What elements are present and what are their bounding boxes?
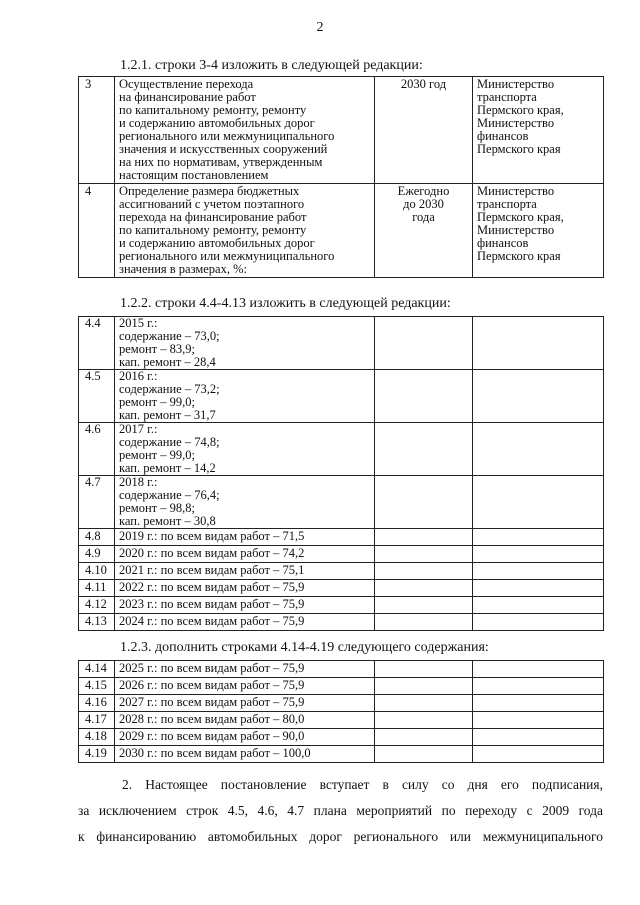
row-values: [115, 580, 375, 597]
cell-line: Пермского края,: [477, 103, 564, 117]
row-values: [115, 529, 375, 546]
empty-cell: [375, 317, 473, 370]
cell-line: года: [412, 210, 435, 224]
cell-text: 4.13: [85, 614, 107, 628]
cell-text: 4.6: [85, 422, 101, 436]
empty-cell: [473, 678, 604, 695]
empty-cell: [473, 529, 604, 546]
table-row: [79, 678, 604, 695]
measure-description: [115, 77, 375, 184]
cell-text: 3: [85, 77, 92, 91]
empty-cell: [473, 712, 604, 729]
empty-cell: [375, 597, 473, 614]
section-2-heading: 1.2.2. строки 4.4-4.13 изложить в следующей редакции:: [120, 296, 451, 311]
paragraph-line: 2. Настоящее постановление вступает в силу со дня его подписания,: [122, 777, 603, 792]
responsible: [473, 184, 604, 278]
empty-cell: [375, 563, 473, 580]
empty-cell: [375, 529, 473, 546]
empty-cell: [375, 423, 473, 476]
cell-text: 2020 г.: по всем видам работ – 74,2: [119, 546, 305, 560]
cell-line: перехода на финансирование работ: [119, 210, 307, 224]
cell-line: содержание – 74,8;: [119, 435, 220, 449]
cell-text: 4.10: [85, 563, 107, 577]
cell-line: настоящим постановлением: [119, 168, 269, 182]
deadline: [375, 77, 473, 184]
table-row: [79, 729, 604, 746]
empty-cell: [473, 563, 604, 580]
cell-line: 2016 г.:: [119, 369, 158, 383]
cell-text: 4.7: [85, 475, 101, 489]
measure-description: [115, 184, 375, 278]
row-values: [115, 729, 375, 746]
row-number: [79, 423, 115, 476]
cell-line: ремонт – 98,8;: [119, 501, 195, 515]
cell-line: и содержанию автомобильных дорог: [119, 236, 315, 250]
row-number: [79, 529, 115, 546]
cell-line: кап. ремонт – 28,4: [119, 355, 216, 369]
cell-line: ремонт – 99,0;: [119, 448, 195, 462]
cell-text: 2021 г.: по всем видам работ – 75,1: [119, 563, 305, 577]
cell-line: финансов: [477, 129, 529, 143]
row-values: [115, 695, 375, 712]
row-number: [79, 614, 115, 631]
row-number: [79, 563, 115, 580]
row-number: [79, 695, 115, 712]
cell-text: 2019 г.: по всем видам работ – 71,5: [119, 529, 305, 543]
cell-line: регионального или межмуниципального: [119, 129, 335, 143]
table-row: [79, 529, 604, 546]
empty-cell: [473, 370, 604, 423]
cell-line: Пермского края: [477, 249, 561, 263]
cell-line: на финансирование работ: [119, 90, 256, 104]
table-row: [79, 746, 604, 763]
table-rows-3-4: [78, 76, 604, 278]
cell-text: 4.14: [85, 661, 107, 675]
empty-cell: [375, 746, 473, 763]
cell-line: Министерство: [477, 77, 555, 91]
empty-cell: [375, 729, 473, 746]
empty-cell: [473, 546, 604, 563]
paragraph-line: к финансированию автомобильных дорог регионального или межмуниципального: [78, 829, 603, 844]
cell-line: содержание – 73,2;: [119, 382, 220, 396]
cell-line: Осуществление перехода: [119, 77, 254, 91]
empty-cell: [473, 614, 604, 631]
empty-cell: [473, 661, 604, 678]
cell-text: 4: [85, 184, 92, 198]
table-row: [79, 614, 604, 631]
empty-cell: [375, 546, 473, 563]
cell-line: содержание – 76,4;: [119, 488, 220, 502]
cell-line: Министерство: [477, 223, 555, 237]
empty-cell: [473, 695, 604, 712]
table-row: [79, 563, 604, 580]
row-number: [79, 678, 115, 695]
section-3-heading: 1.2.3. дополнить строками 4.14-4.19 следующего содержания:: [120, 640, 489, 655]
cell-line: на них по нормативам, утвержденным: [119, 155, 323, 169]
row-number: [79, 184, 115, 278]
row-values: [115, 678, 375, 695]
cell-text: 2029 г.: по всем видам работ – 90,0: [119, 729, 305, 743]
closing-paragraph: [78, 772, 603, 850]
paragraph-line: за исключением строк 4.5, 4.6, 4.7 плана мероприятий по переходу с 2009 года: [78, 803, 603, 818]
cell-line: регионального или межмуниципального: [119, 249, 335, 263]
table-row: [79, 580, 604, 597]
cell-line: 2015 г.:: [119, 316, 158, 330]
empty-cell: [473, 423, 604, 476]
cell-text: 4.19: [85, 746, 107, 760]
table-rows-4-14-4-19: [78, 660, 604, 763]
table-row: [79, 184, 604, 278]
section-1-heading: 1.2.1. строки 3-4 изложить в следующей редакции:: [120, 58, 423, 73]
cell-line: ассигнований с учетом поэтапного: [119, 197, 305, 211]
table-row: [79, 77, 604, 184]
row-number: [79, 746, 115, 763]
cell-line: Министерство: [477, 184, 555, 198]
cell-line: 2017 г.:: [119, 422, 158, 436]
row-number: [79, 370, 115, 423]
empty-cell: [375, 712, 473, 729]
cell-text: 4.16: [85, 695, 107, 709]
empty-cell: [375, 695, 473, 712]
cell-line: кап. ремонт – 14,2: [119, 461, 216, 475]
table-row: [79, 370, 604, 423]
table-row: [79, 317, 604, 370]
cell-line: транспорта: [477, 197, 537, 211]
empty-cell: [375, 370, 473, 423]
cell-line: ремонт – 99,0;: [119, 395, 195, 409]
empty-cell: [375, 476, 473, 529]
cell-text: 4.17: [85, 712, 107, 726]
cell-line: содержание – 73,0;: [119, 329, 220, 343]
cell-text: 4.12: [85, 597, 107, 611]
cell-line: кап. ремонт – 30,8: [119, 514, 216, 528]
cell-text: 2024 г.: по всем видам работ – 75,9: [119, 614, 305, 628]
empty-cell: [473, 317, 604, 370]
row-number: [79, 580, 115, 597]
cell-line: Ежегодно: [397, 184, 450, 198]
table-row: [79, 597, 604, 614]
table-row: [79, 695, 604, 712]
row-values: [115, 476, 375, 529]
page-number: 2: [316, 20, 324, 35]
cell-text: 2026 г.: по всем видам работ – 75,9: [119, 678, 305, 692]
cell-line: транспорта: [477, 90, 537, 104]
cell-line: Пермского края,: [477, 210, 564, 224]
responsible: [473, 77, 604, 184]
cell-line: ремонт – 83,9;: [119, 342, 195, 356]
cell-line: по капитальному ремонту, ремонту: [119, 223, 307, 237]
table-row: [79, 661, 604, 678]
row-number: [79, 476, 115, 529]
cell-line: до 2030: [403, 197, 444, 211]
empty-cell: [375, 614, 473, 631]
cell-text: 4.5: [85, 369, 101, 383]
row-values: [115, 712, 375, 729]
table-rows-4-4-4-13: [78, 316, 604, 631]
deadline: [375, 184, 473, 278]
cell-text: 4.9: [85, 546, 101, 560]
cell-text: 2022 г.: по всем видам работ – 75,9: [119, 580, 305, 594]
cell-text: 4.11: [85, 580, 107, 594]
row-values: [115, 546, 375, 563]
cell-text: 2027 г.: по всем видам работ – 75,9: [119, 695, 305, 709]
cell-line: 2030 год: [400, 77, 447, 91]
cell-text: 2023 г.: по всем видам работ – 75,9: [119, 597, 305, 611]
table-row: [79, 423, 604, 476]
row-number: [79, 546, 115, 563]
row-values: [115, 597, 375, 614]
cell-line: Министерство: [477, 116, 555, 130]
cell-text: 4.4: [85, 316, 101, 330]
cell-line: финансов: [477, 236, 529, 250]
cell-text: 4.15: [85, 678, 107, 692]
empty-cell: [473, 746, 604, 763]
cell-text: 4.18: [85, 729, 107, 743]
row-number: [79, 597, 115, 614]
cell-line: по капитальному ремонту, ремонту: [119, 103, 307, 117]
row-values: [115, 317, 375, 370]
row-number: [79, 729, 115, 746]
cell-line: значения в размерах, %:: [119, 262, 247, 276]
cell-text: 2030 г.: по всем видам работ – 100,0: [119, 746, 311, 760]
empty-cell: [473, 597, 604, 614]
row-values: [115, 370, 375, 423]
empty-cell: [473, 580, 604, 597]
cell-line: и содержанию автомобильных дорог: [119, 116, 315, 130]
empty-cell: [375, 678, 473, 695]
cell-text: 2025 г.: по всем видам работ – 75,9: [119, 661, 305, 675]
row-number: [79, 77, 115, 184]
cell-line: 2018 г.:: [119, 475, 158, 489]
table-row: [79, 476, 604, 529]
row-values: [115, 423, 375, 476]
cell-line: Определение размера бюджетных: [119, 184, 300, 198]
row-values: [115, 563, 375, 580]
row-number: [79, 317, 115, 370]
table-row: [79, 712, 604, 729]
empty-cell: [375, 580, 473, 597]
table-row: [79, 546, 604, 563]
cell-line: Пермского края: [477, 142, 561, 156]
cell-line: значения и искусственных сооружений: [119, 142, 328, 156]
empty-cell: [473, 729, 604, 746]
cell-text: 2028 г.: по всем видам работ – 80,0: [119, 712, 305, 726]
row-number: [79, 661, 115, 678]
empty-cell: [473, 476, 604, 529]
row-values: [115, 661, 375, 678]
row-values: [115, 746, 375, 763]
cell-line: кап. ремонт – 31,7: [119, 408, 216, 422]
row-values: [115, 614, 375, 631]
row-number: [79, 712, 115, 729]
cell-text: 4.8: [85, 529, 101, 543]
empty-cell: [375, 661, 473, 678]
